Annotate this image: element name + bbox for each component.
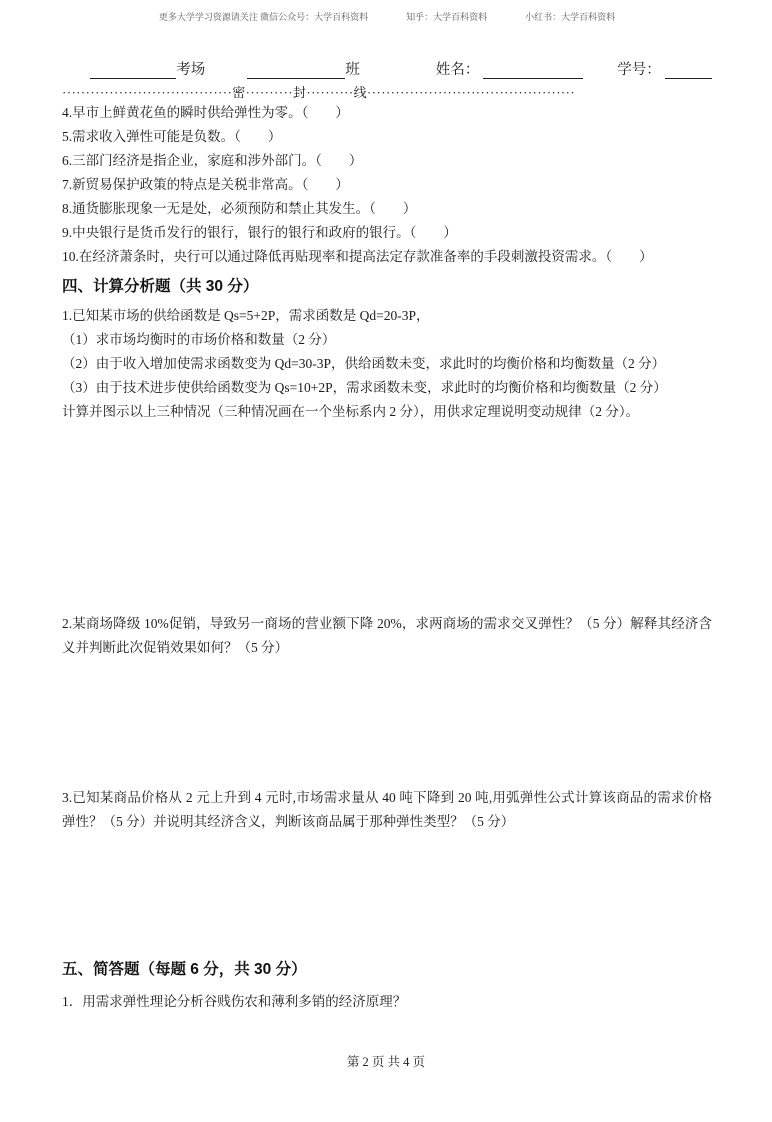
watermark: [62, 0, 712, 23]
watermark-zhihu: 知乎：大学百科资料: [406, 12, 488, 22]
true-false-question-6: 6.三部门经济是指企业，家庭和涉外部门。（ ）: [62, 153, 363, 168]
section-title-short-answer: 五、简答题（每题 6 分，共 30 分）: [62, 961, 307, 978]
true-false-question-5: 5.需求收入弹性可能是负数。（ ）: [62, 129, 282, 144]
calc-q1-intro: 1.已知某市场的供给函数是 Qs=5+2P，需求函数是 Qd=20-3P，: [62, 308, 430, 323]
true-false-question-4: 4.早市上鲜黄花鱼的瞬时供给弹性为零。（ ）: [62, 105, 349, 120]
class-label: 班: [345, 62, 360, 78]
page-number: 第 2 页 共 4 页: [346, 1055, 426, 1069]
name-blank: [483, 63, 583, 79]
calc-q1-note: 计算并图示以上三种情况（三种情况画在一个坐标系内 2 分），用供求定理说明变动规律（2 分）。: [62, 404, 640, 419]
exam-room-label: 考场: [176, 62, 206, 78]
section-title-calculation: 四、计算分析题（共 30 分）: [62, 278, 259, 295]
class-blank: [247, 63, 345, 79]
exam-room-blank: [90, 63, 176, 79]
true-false-question-8: 8.通货膨胀现象一无是处，必须预防和禁止其发生。（ ）: [62, 201, 417, 216]
answer-space-q1: [62, 424, 712, 612]
true-false-question-10: 10.在经济萧条时，央行可以通过降低再贴现率和提高法定存款准备率的手段刺激投资需求。（ ）: [62, 249, 653, 264]
watermark-xiaohongshu: 小红书：大学百科资料: [525, 12, 616, 22]
true-false-question-9: 9.中央银行是货币发行的银行，银行的银行和政府的银行。（ ）: [62, 225, 457, 240]
student-id-blank: [665, 63, 712, 79]
calc-q1-part2: （2）由于收入增加使需求函数变为 Qd=30-3P，供给函数未变，求此时的均衡价格和均衡数量（2 分）: [62, 356, 666, 371]
exam-header-fields: [62, 59, 712, 79]
calc-q1-part1: （1）求市场均衡时的市场价格和数量（2 分）: [62, 332, 336, 347]
answer-space-q3: [62, 834, 712, 952]
calc-q1-part3: （3）由于技术进步使供给函数变为 Qs=10+2P，需求函数未变，求此时的均衡价格和均衡数量（2 分）: [62, 380, 667, 395]
student-id-label: 学号：: [617, 62, 661, 78]
answer-space-q2: [62, 660, 712, 786]
calc-q2: 2.某商场降级 10%促销，导致另一商场的营业额下降 20%，求两商场的需求交叉弹性？（5 分）解释其经济含义并判断此次促销效果如何？（5 分）: [62, 616, 712, 655]
calc-q3: 3.已知某商品价格从 2 元上升到 4 元时,市场需求量从 40 吨下降到 20 吨,用弧弹性公式计算该商品的需求价格弹性？（5 分）并说明其经济含义，判断该商品属于那种弹性类型？（5 分）: [62, 790, 712, 829]
short-answer-q1: 1．用需求弹性理论分析谷贱伤农和薄利多销的经济原理？: [62, 994, 407, 1009]
name-label: 姓名：: [435, 62, 480, 78]
watermark-wechat: 更多大学学习资源请关注 微信公众号：大学百科资料: [158, 12, 369, 22]
seal-line: ····································密··········封··········线············································: [62, 85, 576, 100]
true-false-question-7: 7.新贸易保护政策的特点是关税非常高。（ ）: [62, 177, 349, 192]
